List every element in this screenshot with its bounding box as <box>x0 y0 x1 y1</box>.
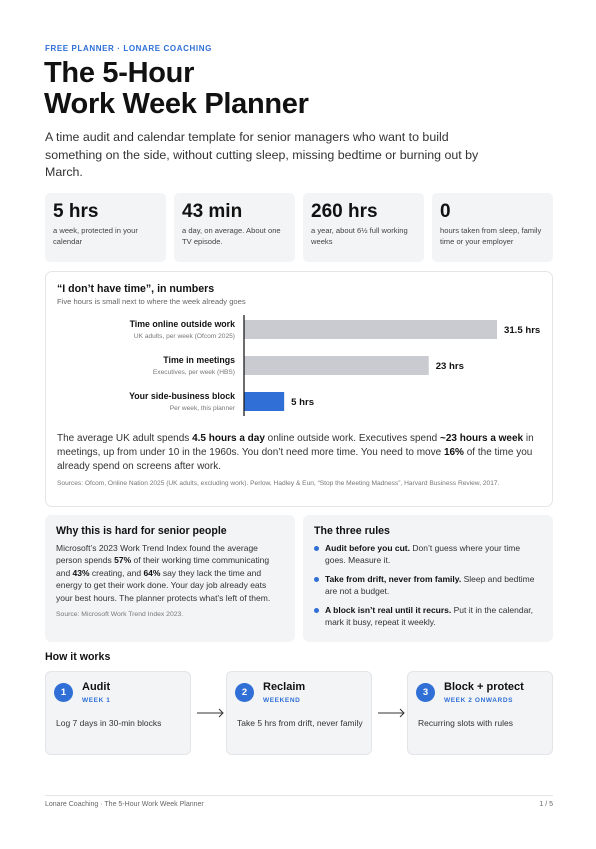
body-highlight: 16% <box>443 447 464 458</box>
chart-sources: Sources: Ofcom, Online Nation 2025 (UK adults, excluding work). Perlow, Hadley & Eun, “Stop the Meeting Madness”, Harvard Business Review, 2017. <box>57 480 500 487</box>
step-number-badge: 1 <box>54 683 73 702</box>
hard-panel-text <box>56 542 284 604</box>
stat-card <box>432 193 553 262</box>
title-line-2: Work Week Planner <box>44 88 309 120</box>
panel-highlight: 57% <box>114 555 132 566</box>
chart-bar <box>244 356 429 375</box>
body-text: online outside work. Executives spend <box>264 433 441 444</box>
body-text: in meetings, up from under 10 in the 1960s. You don’t need more time. You need to move <box>57 433 534 458</box>
panel-text-span: Microsoft’s 2023 Work Trend Index found the average person spends <box>56 543 258 566</box>
chart-title: “I don’t have time”, in numbers <box>57 283 215 295</box>
panel-highlight: 64% <box>143 567 161 578</box>
stat-label: a day, on average. About one TV episode. <box>182 226 281 246</box>
rule-bold: A block isn’t real until it recurs. <box>325 604 452 615</box>
stat-label: hours taken from sleep, family time or your employer <box>440 226 542 246</box>
stat-value: 43 min <box>182 201 243 222</box>
rule-item <box>314 542 542 567</box>
rule-item <box>314 604 542 629</box>
rule-text: Don’t guess where your time goes. Measure it. <box>325 543 521 566</box>
step-description: Recurring slots with rules <box>418 718 513 728</box>
bar-value-label: 31.5 hrs <box>504 325 541 336</box>
rules-panel <box>303 515 553 642</box>
bar-category-note: UK adults, per week (Ofcom 2025) <box>133 333 235 340</box>
step-phase: WEEK 1 <box>82 697 111 704</box>
step-card-reclaim <box>226 671 372 755</box>
chart-card <box>45 271 553 507</box>
stat-card <box>303 193 424 262</box>
stat-card <box>174 193 295 262</box>
rule-text: Put it in the calendar, mark it busy, repeat it weekly. <box>325 604 534 628</box>
chart-body <box>57 432 543 474</box>
stats-row <box>45 193 553 262</box>
step-name: Reclaim <box>263 681 306 693</box>
rule-bold: Take from drift, never from family. <box>325 573 462 584</box>
step-name: Block + protect <box>444 681 524 693</box>
bullet-dot-icon <box>314 608 319 613</box>
step-number-badge: 3 <box>416 683 435 702</box>
hard-panel <box>45 515 295 642</box>
rules-panel-title: The three rules <box>314 525 390 537</box>
step-card-audit <box>45 671 191 755</box>
info-row <box>45 515 553 642</box>
body-highlight: 4.5 hours a day <box>192 433 265 444</box>
stat-value: 260 hrs <box>311 201 378 222</box>
bar-chart <box>46 312 552 424</box>
body-highlight: ~23 hours a week <box>440 433 524 444</box>
step-card-block-protect <box>407 671 553 755</box>
rule-bold: Audit before you cut. <box>325 543 410 553</box>
hard-panel-source: Source: Microsoft Work Trend Index 2023. <box>56 611 184 619</box>
panel-text-span: say they lack the time and energy to get their work done. Your day job already eats your best hours. The planner protects what’s left of them. <box>56 567 271 603</box>
stat-value: 5 hrs <box>53 201 99 222</box>
page-title <box>44 58 309 120</box>
chart-subtitle: Five hours is small next to where the week already goes <box>57 297 246 306</box>
bullet-dot-icon <box>314 577 319 582</box>
bar-value-label: 5 hrs <box>291 397 315 408</box>
panel-text-span: of their working time communicating and <box>56 555 270 578</box>
how-it-works-title: How it works <box>45 651 111 663</box>
page-number: 1 / 5 <box>539 801 553 808</box>
step-phase: WEEK 2 ONWARDS <box>444 697 514 704</box>
bar-category-note: Per week, this planner <box>169 405 235 412</box>
hard-panel-title: Why this is hard for senior people <box>56 525 227 537</box>
bar-category-label: Your side-business block <box>129 391 235 401</box>
stat-label: a year, about 6½ full working weeks <box>311 226 408 246</box>
page-subtitle: A time audit and calendar template for senior managers who want to build something on the side, without cutting sleep, missing bedtime or burning out by March. <box>45 130 479 179</box>
step-name: Audit <box>82 681 111 693</box>
body-text: of the time you already spend on screens after work. <box>57 447 533 472</box>
bar-category-label: Time in meetings <box>163 355 235 365</box>
bullet-dot-icon <box>314 546 319 551</box>
step-number-badge: 2 <box>235 683 254 702</box>
step-phase: WEEKEND <box>263 697 301 704</box>
rule-text: Sleep and bedtime are not a budget. <box>325 573 535 597</box>
bar-value-label: 23 hrs <box>435 361 465 372</box>
arrow-right-icon <box>377 707 407 719</box>
rule-item <box>314 573 542 598</box>
steps-row <box>45 671 553 755</box>
eyebrow: FREE PLANNER · LONARE COACHING <box>45 44 212 53</box>
title-line-1: The 5-Hour <box>44 57 195 89</box>
stat-value: 0 <box>440 201 451 222</box>
stat-card <box>45 193 166 262</box>
panel-text-span: creating, and <box>89 567 144 578</box>
bar-category-note: Executives, per week (HBS) <box>152 369 235 376</box>
step-description: Log 7 days in 30-min blocks <box>56 718 162 728</box>
panel-highlight: 43% <box>72 567 90 578</box>
body-text: The average UK adult spends <box>57 433 193 444</box>
chart-bar <box>244 392 284 411</box>
rules-list <box>314 542 542 628</box>
footer-title: Lonare Coaching · The 5-Hour Work Week Planner <box>45 801 204 808</box>
chart-bar <box>244 320 497 339</box>
step-description: Take 5 hrs from drift, never family <box>237 718 363 728</box>
arrow-right-icon <box>196 707 226 719</box>
bar-category-label: Time online outside work <box>129 319 235 329</box>
stat-label: a week, protected in your calendar <box>53 226 138 246</box>
footer-divider <box>45 795 553 796</box>
